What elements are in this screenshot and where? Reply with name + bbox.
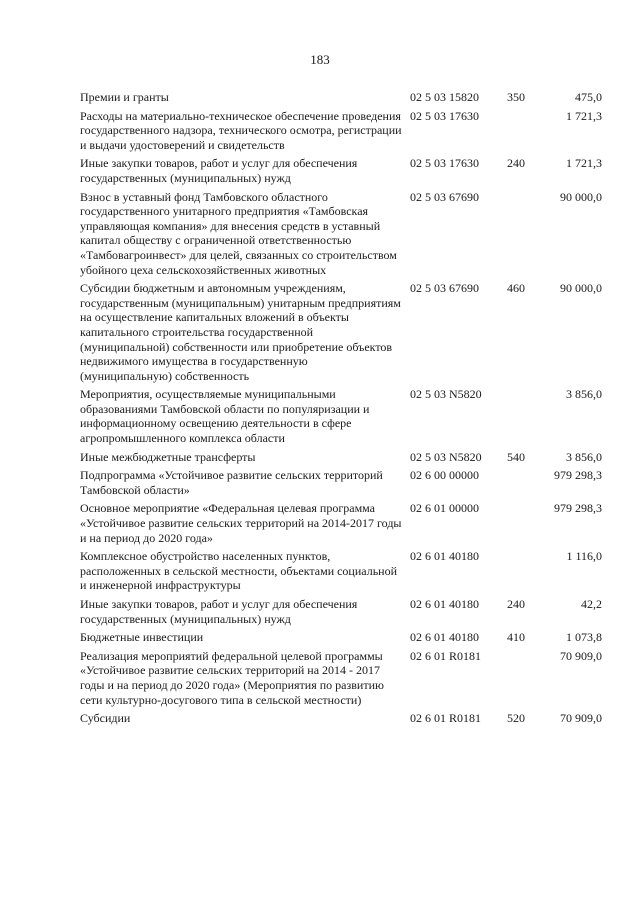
row-name: Премии и гранты: [80, 90, 169, 104]
row-sum: 475,0: [575, 90, 602, 104]
row-sum: 42,2: [581, 597, 602, 611]
row-code: 02 6 01 40180: [410, 597, 479, 611]
row-code: 02 5 03 17630: [410, 108, 479, 123]
row-code: 02 5 03 67690: [410, 281, 479, 296]
row-code: 02 5 03 N5820: [410, 387, 482, 402]
table-row: [80, 109, 610, 153]
row-name: Реализация мероприятий федеральной целевой программы «Устойчивое развитие сельских территорий на 2014 - 2017 годы и на период до 2020 года» (Мероприятия по развитию сети культурно-досугового типа в сельской местности): [80, 648, 384, 707]
row-code: 02 6 01 00000: [410, 501, 479, 516]
row-name: Подпрограмма «Устойчивое развитие сельских территорий Тамбовской области»: [80, 468, 383, 497]
row-name: Иные закупки товаров, работ и услуг для обеспечения государственных (муниципальных) нужд: [80, 156, 358, 185]
row-code: 02 6 01 40180: [410, 630, 479, 645]
row-kvr: 240: [507, 156, 525, 171]
row-name: Основное мероприятие «Федеральная целевая программа «Устойчивое развитие сельских территорий на 2014-2017 годы и на период до 2020 года»: [80, 501, 402, 545]
table-row: [80, 468, 610, 497]
row-sum: 1 116,0: [566, 549, 602, 564]
row-sum: 70 909,0: [560, 711, 602, 726]
row-name: Субсидии бюджетным и автономным учреждениям, государственным (муниципальным) унитарным предприятиям на осуществление капитальных вложений в объекты капитального строительства государственной (муниципальной) собственности или приобретение объектов недвижимого имущества в государственную (муниципальную) собственность: [80, 281, 401, 383]
table-row: [80, 387, 610, 445]
table-row: [80, 90, 610, 105]
row-sum: 1 721,3: [566, 108, 602, 123]
row-kvr: 350: [507, 90, 525, 104]
row-name: Взнос в уставный фонд Тамбовского областного государственного унитарного предприятия «Тамбовская управляющая компания» для внесения средств в уставный капитал обществу с ограниченной ответственностью «Тамбовагроинвест» для целей, связанных со строительством убойного цеха сельскохозяйственных животных: [80, 189, 397, 277]
table-row: [80, 597, 610, 626]
row-code: 02 5 03 15820: [410, 90, 479, 104]
row-name: Субсидии: [80, 711, 131, 726]
row-code: 02 6 01 R0181: [410, 648, 482, 663]
table-row: [80, 711, 610, 726]
row-sum: 3 856,0: [566, 449, 602, 464]
row-sum: 3 856,0: [566, 387, 602, 402]
row-kvr: 410: [507, 630, 525, 645]
row-code: 02 5 03 67690: [410, 189, 479, 204]
row-name: Мероприятия, осуществляемые муниципальными образованиями Тамбовской области по популяризации и информационному освещению деятельности в сфере агропромышленного комплекса области: [80, 387, 370, 446]
row-name: Иные межбюджетные трансферты: [80, 449, 256, 464]
row-kvr: 520: [507, 711, 525, 726]
row-name: Бюджетные инвестиции: [80, 630, 204, 645]
table-row: [80, 630, 610, 645]
row-sum: 979 298,3: [554, 501, 602, 516]
row-sum: 979 298,3: [554, 468, 602, 483]
table-row: [80, 156, 610, 185]
row-name: Комплексное обустройство населенных пунктов, расположенных в сельской местности, объектами социальной и инженерной инфраструктуры: [80, 549, 398, 593]
row-code: 02 6 00 00000: [410, 468, 479, 483]
budget-table: [80, 90, 610, 730]
row-sum: 90 000,0: [560, 189, 602, 204]
row-sum: 1 073,8: [566, 630, 602, 645]
page-number: 183: [310, 52, 330, 67]
table-row: [80, 450, 610, 465]
row-kvr: 240: [507, 597, 525, 611]
row-sum: 70 909,0: [560, 648, 602, 663]
row-sum: 90 000,0: [560, 281, 602, 296]
row-code: 02 5 03 17630: [410, 156, 479, 171]
row-sum: 1 721,3: [566, 156, 602, 171]
row-code: 02 6 01 40180: [410, 549, 479, 564]
row-kvr: 460: [507, 281, 525, 296]
table-row: [80, 549, 610, 593]
row-name: Расходы на материально-техническое обеспечение проведения государственного надзора, технического осмотра, регистрации и выдачи удостоверений и свидетельств: [80, 108, 402, 152]
table-row: [80, 649, 610, 707]
row-name: Иные закупки товаров, работ и услуг для обеспечения государственных (муниципальных) нужд: [80, 597, 358, 626]
row-code: 02 5 03 N5820: [410, 449, 482, 464]
table-row: [80, 190, 610, 278]
row-code: 02 6 01 R0181: [410, 711, 482, 726]
table-row: [80, 501, 610, 545]
row-kvr: 540: [507, 449, 525, 464]
table-row: [80, 281, 610, 383]
